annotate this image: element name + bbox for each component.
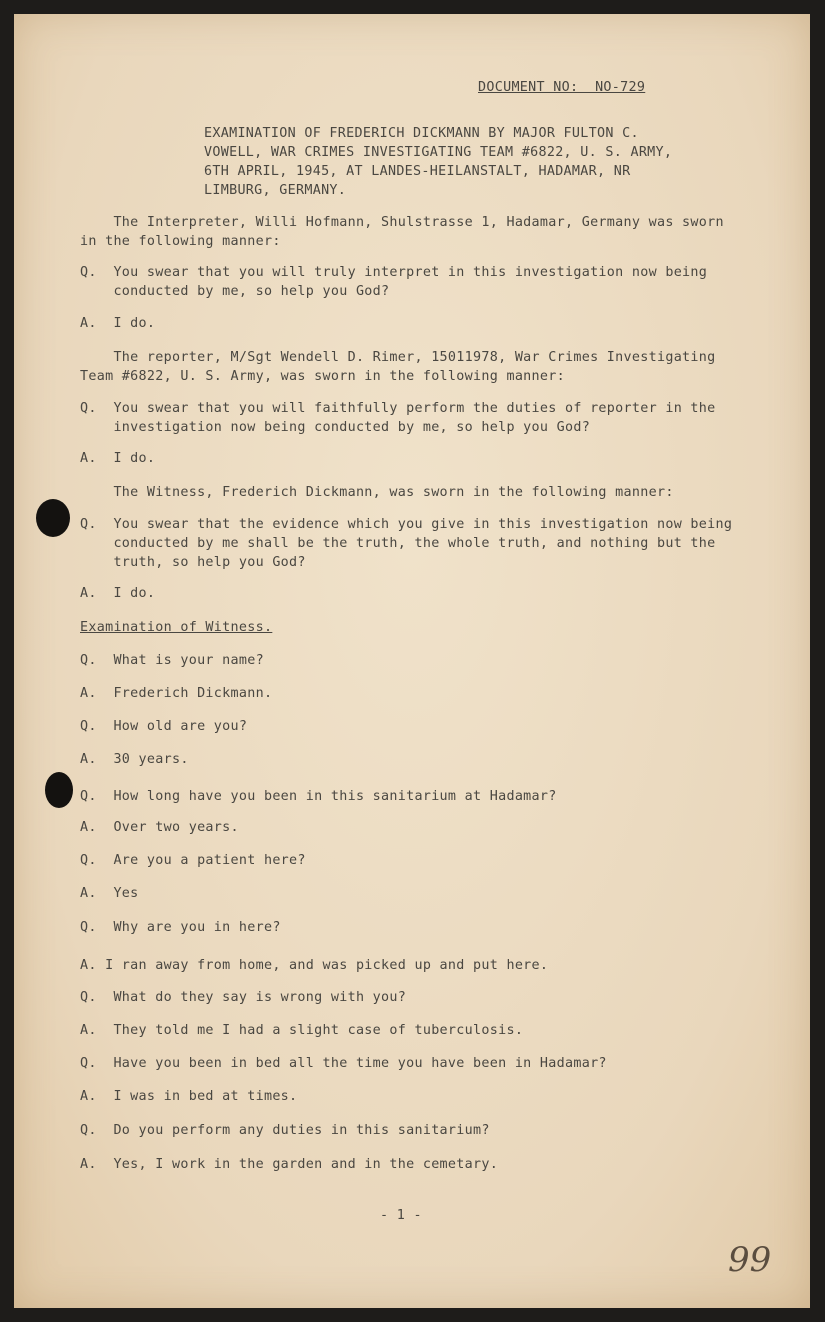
question-line: conducted by me, so help you God? — [80, 284, 390, 299]
interpreter-paragraph-line-2: in the following manner: — [80, 234, 281, 249]
qa-line: Q. Why are you in here? — [80, 920, 281, 935]
qa-line: A. I ran away from home, and was picked up and put here. — [80, 958, 549, 973]
qa-line: Q. Are you a patient here? — [80, 853, 306, 868]
qa-line: Q. How old are you? — [80, 719, 248, 734]
qa-line: Q. Have you been in bed all the time you have been in Hadamar? — [80, 1056, 607, 1071]
witness-paragraph: The Witness, Frederich Dickmann, was sworn in the following manner: — [80, 485, 674, 500]
header-line-1: EXAMINATION OF FREDERICH DICKMANN BY MAJOR FULTON C. — [204, 126, 639, 141]
answer-line: A. I do. — [80, 316, 156, 331]
header-line-3: 6TH APRIL, 1945, AT LANDES-HEILANSTALT, HADAMAR, NR — [204, 164, 631, 179]
punch-hole — [36, 499, 70, 537]
qa-line: A. I was in bed at times. — [80, 1089, 298, 1104]
header-line-2: VOWELL, WAR CRIMES INVESTIGATING TEAM #6822, U. S. ARMY, — [204, 145, 673, 160]
section-title: Examination of Witness. — [80, 620, 273, 635]
page-number: - 1 - — [380, 1208, 422, 1223]
question-line: truth, so help you God? — [80, 555, 306, 570]
qa-line: A. Yes — [80, 886, 139, 901]
punch-hole — [45, 772, 73, 808]
answer-line: A. I do. — [80, 451, 156, 466]
interpreter-paragraph-line-1: The Interpreter, Willi Hofmann, Shulstrasse 1, Hadamar, Germany was sworn — [80, 215, 724, 230]
question-line: conducted by me shall be the truth, the whole truth, and nothing but the — [80, 536, 716, 551]
qa-line: A. They told me I had a slight case of tuberculosis. — [80, 1023, 524, 1038]
question-line: Q. You swear that the evidence which you give in this investigation now being — [80, 517, 733, 532]
qa-line: A. Frederich Dickmann. — [80, 686, 273, 701]
reporter-paragraph-line-2: Team #6822, U. S. Army, was sworn in the following manner: — [80, 369, 565, 384]
qa-line: A. Over two years. — [80, 820, 239, 835]
question-line: investigation now being conducted by me, so help you God? — [80, 420, 591, 435]
question-line: Q. You swear that you will faithfully perform the duties of reporter in the — [80, 401, 716, 416]
document-number: DOCUMENT NO: NO-729 — [478, 80, 646, 95]
qa-line: A. 30 years. — [80, 752, 189, 767]
answer-line: A. I do. — [80, 586, 156, 601]
question-line: Q. You swear that you will truly interpret in this investigation now being — [80, 265, 708, 280]
reporter-paragraph-line-1: The reporter, M/Sgt Wendell D. Rimer, 15011978, War Crimes Investigating — [80, 350, 716, 365]
handwritten-page-number: 99 — [728, 1240, 772, 1280]
qa-line: Q. How long have you been in this sanitarium at Hadamar? — [80, 789, 557, 804]
qa-line: A. Yes, I work in the garden and in the cemetary. — [80, 1157, 499, 1172]
qa-line: Q. Do you perform any duties in this sanitarium? — [80, 1123, 490, 1138]
header-line-4: LIMBURG, GERMANY. — [204, 183, 347, 198]
qa-line: Q. What is your name? — [80, 653, 264, 668]
qa-line: Q. What do they say is wrong with you? — [80, 990, 407, 1005]
